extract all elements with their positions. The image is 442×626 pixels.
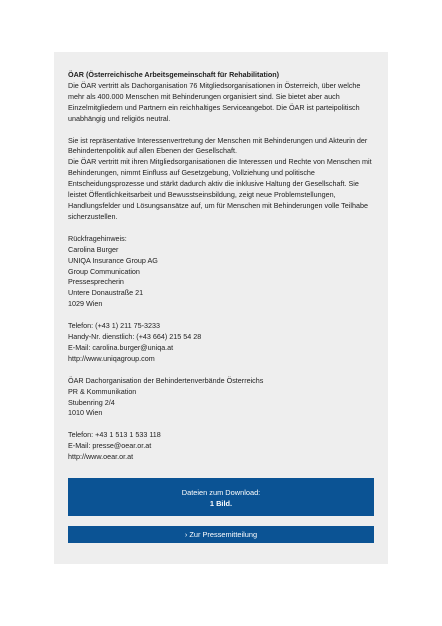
spacer xyxy=(68,365,374,376)
contact-street: Untere Donaustraße 21 xyxy=(68,288,144,298)
download-label: Dateien zum Download: xyxy=(181,488,261,497)
contact-web: http://www.oear.or.at xyxy=(68,452,134,462)
contact-name: Carolina Burger xyxy=(68,244,119,254)
spacer xyxy=(68,223,374,234)
spacer xyxy=(68,125,374,136)
contact-department: Group Communication xyxy=(68,266,140,276)
contact-label: Rückfragehinweis: xyxy=(68,233,127,243)
contact-city: 1010 Wien xyxy=(68,408,103,418)
contact-email: E-Mail: presse@oear.or.at xyxy=(68,441,152,451)
contact-role: Pressesprecherin xyxy=(68,277,124,287)
contact-street: Stubenring 2/4 xyxy=(68,397,115,407)
about-paragraph-2: Sie ist repräsentative Interessenvertretung der Menschen mit Behinderungen und Akteurin der Behindertenpolitik auf allen Ebenen der Gesellschaft. xyxy=(68,135,368,156)
download-count: 1 Bild. xyxy=(209,498,233,508)
contact-phone: Telefon: (+43 1) 211 75-3233 xyxy=(68,321,160,331)
contact-block-uniqa xyxy=(68,234,374,365)
contact-block-oear xyxy=(68,376,374,463)
spacer xyxy=(68,310,374,321)
press-release-panel xyxy=(54,52,388,564)
contact-email: E-Mail: carolina.burger@uniqa.at xyxy=(68,342,174,352)
contact-city: 1029 Wien xyxy=(68,299,103,309)
organization-title: ÖAR (Österreichische Arbeitsgemeinschaft für Rehabilitation) xyxy=(68,70,280,79)
contact-department: PR & Kommunikation xyxy=(68,386,137,396)
spacer xyxy=(68,419,374,430)
press-release-link-button[interactable]: › Zur Pressemitteilung xyxy=(68,526,374,543)
about-paragraph-1: Die ÖAR vertritt als Dachorganisation 76 Mitgliedsorganisationen in Österreich, über welche mehr als 400.000 Menschen mit Behinderungen organisiert sind. Sie bietet aber auch Einzelmitgliedern und Partnern ein reichhaltiges Serviceangebot. Die ÖAR ist parteipolitisch unabhängig und religiös neutral. xyxy=(68,80,361,123)
about-paragraph-3: Die ÖAR vertritt mit ihren Mitgliedsorganisationen die Interessen und Rechte von Menschen mit Behinderungen, nimmt Einfluss auf Gesetzgebung, Vollziehung und politische Entscheidungsprozesse und stärkt dadurch aktiv die inklusive Haltung der Gesellschaft. Sie leistet Öffentlichkeitsarbeit und Bewusstseinsbildung, zeigt neue Problemstellungen, Handlungsfelder und Lösungsansätze auf, um für Menschen mit Behinderungen volle Teilhabe sicherzustellen. xyxy=(68,157,372,221)
contact-org: ÖAR Dachorganisation der Behindertenverbände Österreichs xyxy=(68,375,264,385)
download-button[interactable] xyxy=(68,478,374,516)
contact-phone: Telefon: +43 1 513 1 533 118 xyxy=(68,430,161,440)
contact-company: UNIQA Insurance Group AG xyxy=(68,255,158,265)
contact-mobile: Handy-Nr. dienstlich: (+43 664) 215 54 28 xyxy=(68,332,202,342)
contact-web: http://www.uniqagroup.com xyxy=(68,353,155,363)
